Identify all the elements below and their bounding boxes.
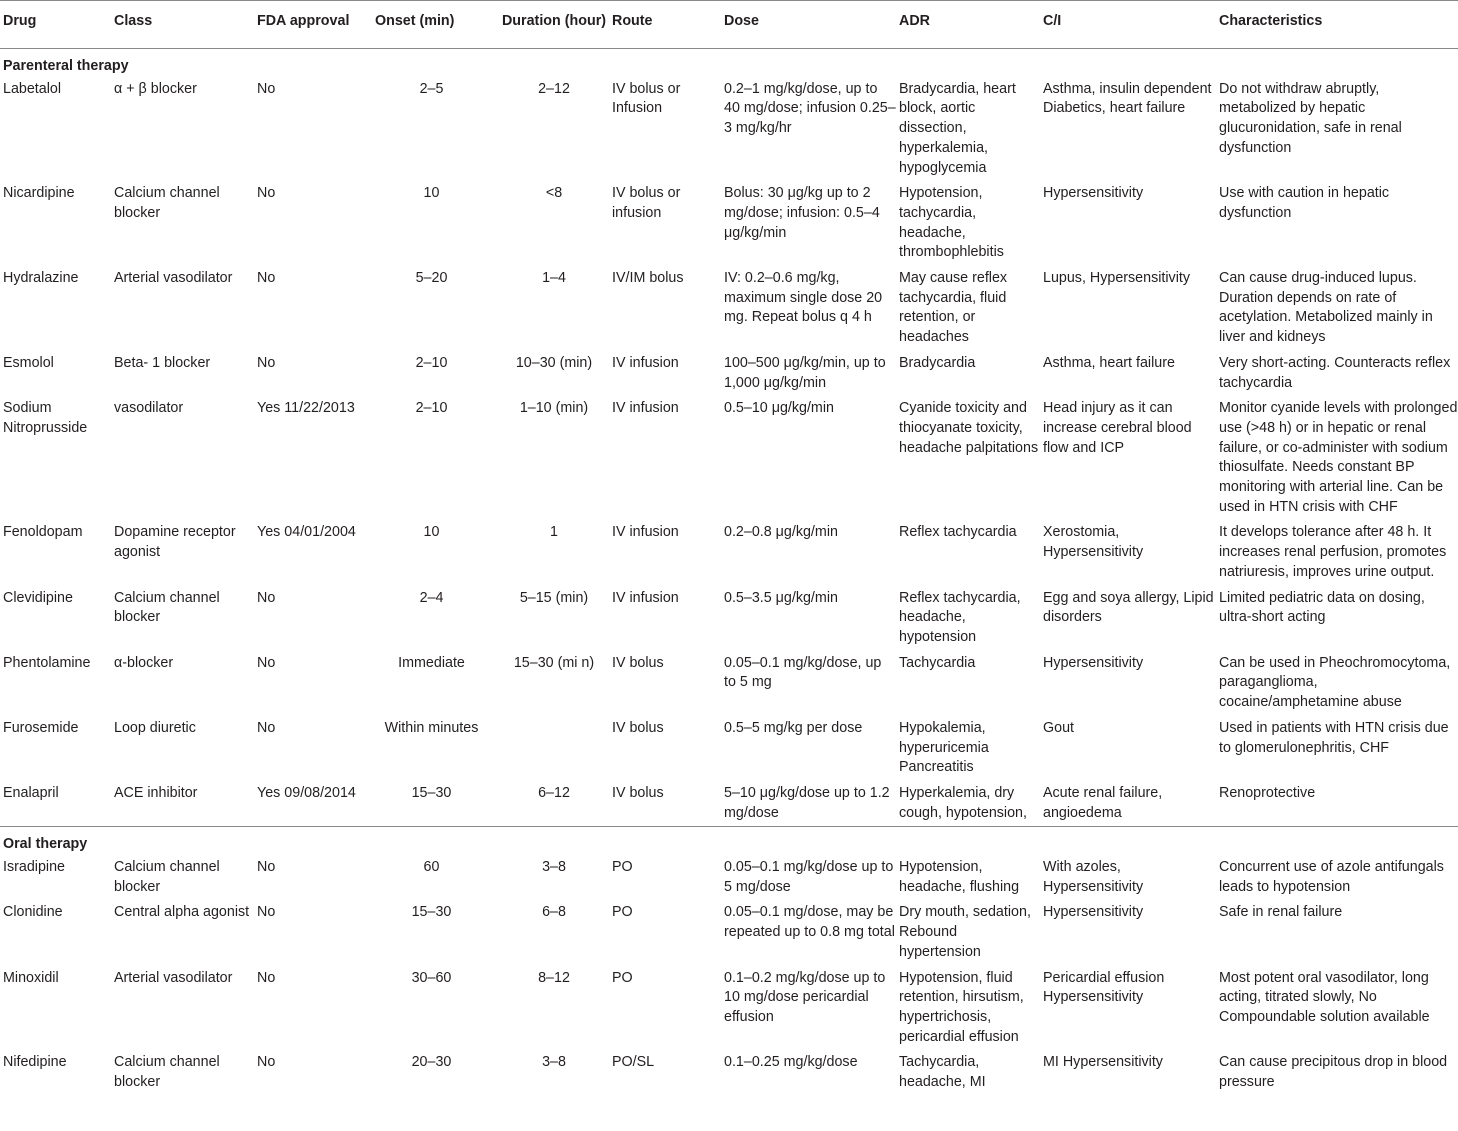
- cell-onset: 10: [423, 185, 440, 202]
- cell-class: Calcium channel blocker: [114, 589, 220, 626]
- cell-drug: Furosemide: [3, 719, 79, 736]
- cell-adr: Reflex tachycardia: [899, 524, 1017, 541]
- cell-adr: Hypokalemia, hyperuricemia Pancreatitis: [899, 719, 989, 776]
- cell-drug: Minoxidil: [3, 969, 59, 986]
- cell-adr: Hypotension, fluid retention, hirsutism, hypertrichosis, pericardial effusion: [899, 969, 1024, 1045]
- table-row: [0, 855, 1458, 900]
- cell-fda-approval: No: [257, 354, 276, 371]
- cell-duration: [496, 716, 609, 781]
- cell-drug: Nicardipine: [3, 185, 75, 202]
- cell-class: Calcium channel blocker: [114, 859, 220, 895]
- cell-fda-approval: No: [257, 654, 276, 671]
- cell-onset: 30–60: [411, 969, 452, 986]
- cell-class: Calcium channel blocker: [114, 185, 220, 221]
- cell-duration: 6–12: [538, 784, 570, 801]
- cell-dose: 0.2–0.8 μg/kg/min: [724, 524, 838, 541]
- cell-characteristics: Used in patients with HTN crisis due to glomerulonephritis, CHF: [1219, 719, 1449, 756]
- cell-fda-approval: No: [257, 969, 276, 986]
- cell-class: Dopamine receptor agonist: [114, 524, 236, 561]
- cell-adr: Bradycardia, heart block, aortic dissection, hyperkalemia, hypoglycemia: [899, 80, 1016, 176]
- cell-dose: 0.5–10 μg/kg/min: [724, 400, 834, 417]
- cell-dose: IV: 0.2–0.6 mg/kg, maximum single dose 20 mg. Repeat bolus q 4 h: [724, 270, 883, 326]
- cell-onset: Immediate: [398, 654, 465, 671]
- table-row: [0, 351, 1458, 396]
- cell-duration: <8: [545, 185, 563, 202]
- cell-class: Central alpha agonist: [114, 904, 250, 921]
- section-title: Oral therapy: [3, 836, 88, 853]
- cell-drug: Enalapril: [3, 784, 59, 801]
- cell-adr: Hypotension, headache, flushing: [899, 859, 1020, 895]
- cell-ci: Head injury as it can increase cerebral blood flow and ICP: [1043, 400, 1192, 456]
- cell-fda-approval: No: [257, 185, 276, 202]
- table-row: [0, 781, 1458, 827]
- cell-ci: Asthma, heart failure: [1043, 354, 1175, 371]
- table-row: [0, 716, 1458, 781]
- table-row: [0, 1050, 1458, 1095]
- cell-route: IV/IM bolus: [612, 270, 684, 287]
- cell-fda-approval: No: [257, 719, 276, 736]
- header-duration: Duration (hour): [501, 13, 607, 29]
- cell-class: ACE inhibitor: [114, 784, 198, 801]
- cell-duration: 15–30 (mi n): [513, 654, 595, 671]
- cell-duration: 3–8: [542, 1054, 566, 1071]
- cell-drug: Clevidipine: [3, 589, 73, 606]
- cell-characteristics: Monitor cyanide levels with prolonged use (>48 h) or in hepatic or renal failure, or co-administer with sodium thiosulfate. Needs constant BP monitoring with arterial line. Can be used in HTN crisis with CHF: [1219, 400, 1458, 515]
- cell-adr: Tachycardia: [899, 654, 976, 671]
- table-row: [0, 266, 1458, 351]
- cell-ci: Hypersensitivity: [1043, 654, 1144, 671]
- cell-ci: Lupus, Hypersensitivity: [1043, 270, 1191, 287]
- cell-route: IV bolus or infusion: [612, 185, 681, 221]
- cell-route: IV bolus or Infusion: [612, 80, 681, 117]
- cell-class: α + β blocker: [114, 80, 197, 97]
- cell-fda-approval: Yes 09/08/2014: [257, 784, 356, 801]
- cell-dose: 100–500 μg/kg/min, up to 1,000 μg/kg/min: [724, 354, 886, 391]
- cell-class: Loop diuretic: [114, 719, 196, 736]
- cell-ci: Pericardial effusion Hypersensitivity: [1043, 969, 1165, 1006]
- cell-duration: 10–30 (min): [515, 354, 593, 371]
- cell-drug: Labetalol: [3, 80, 62, 97]
- section-row: [0, 827, 1458, 855]
- cell-onset: 2–5: [419, 80, 444, 97]
- cell-dose: 0.5–5 mg/kg per dose: [724, 719, 863, 736]
- cell-ci: Hypersensitivity: [1043, 904, 1144, 921]
- cell-fda-approval: No: [257, 589, 276, 606]
- cell-class: α-blocker: [114, 654, 174, 671]
- cell-drug: Clonidine: [3, 904, 63, 921]
- cell-onset: 20–30: [411, 1054, 452, 1071]
- cell-route: IV bolus: [612, 719, 664, 736]
- header-adr: ADR: [899, 13, 930, 29]
- cell-route: IV infusion: [612, 400, 679, 417]
- cell-route: PO/SL: [612, 1054, 655, 1071]
- cell-dose: 0.05–0.1 mg/kg/dose, up to 5 mg: [724, 654, 882, 691]
- cell-characteristics: Very short-acting. Counteracts reflex tachycardia: [1219, 354, 1451, 391]
- cell-duration: 2–12: [538, 80, 570, 97]
- cell-route: IV infusion: [612, 589, 679, 606]
- header-onset: Onset (min): [375, 13, 455, 29]
- cell-onset: Within minutes: [384, 719, 479, 736]
- cell-drug: Sodium Nitroprusside: [3, 400, 88, 436]
- cell-duration: 8–12: [538, 969, 570, 986]
- cell-characteristics: Safe in renal failure: [1219, 904, 1343, 921]
- cell-ci: Hypersensitivity: [1043, 185, 1144, 202]
- cell-characteristics: Renoprotective: [1219, 784, 1316, 801]
- cell-onset: 15–30: [411, 784, 452, 801]
- section-title: Parenteral therapy: [3, 58, 129, 74]
- cell-route: IV infusion: [612, 524, 679, 541]
- cell-fda-approval: Yes 04/01/2004: [257, 524, 356, 541]
- cell-drug: Hydralazine: [3, 270, 79, 287]
- cell-ci: With azoles, Hypersensitivity: [1043, 859, 1144, 895]
- cell-ci: MI Hypersensitivity: [1043, 1054, 1163, 1071]
- cell-characteristics: Can cause precipitous drop in blood pressure: [1219, 1054, 1448, 1091]
- cell-duration: 1: [550, 524, 558, 541]
- cell-duration: 6–8: [542, 904, 566, 921]
- table-row: [0, 900, 1458, 965]
- cell-adr: Hyperkalemia, dry cough, hypotension,: [899, 784, 1027, 821]
- cell-adr: Reflex tachycardia, headache, hypotension: [899, 589, 1021, 645]
- table-row: [0, 520, 1458, 585]
- cell-duration: 3–8: [542, 859, 566, 876]
- cell-class: Calcium channel blocker: [114, 1054, 220, 1091]
- cell-fda-approval: No: [257, 80, 276, 97]
- cell-adr: May cause reflex tachycardia, fluid retention, or headaches: [899, 270, 1008, 346]
- cell-duration: 1–10 (min): [519, 400, 589, 417]
- cell-characteristics: Can be used in Pheochromocytoma, paraganglioma, cocaine/amphetamine abuse: [1219, 654, 1451, 711]
- cell-fda-approval: No: [257, 270, 276, 287]
- cell-fda-approval: Yes 11/22/2013: [257, 400, 355, 417]
- cell-duration: 1–4: [542, 270, 566, 287]
- cell-dose: Bolus: 30 μg/kg up to 2 mg/dose; infusion: 0.5–4 μg/kg/min: [724, 185, 880, 241]
- cell-characteristics: Can cause drug-induced lupus. Duration depends on rate of acetylation. Metabolized mainly in liver and kidneys: [1219, 270, 1433, 346]
- cell-fda-approval: No: [257, 859, 276, 876]
- cell-drug: Esmolol: [3, 354, 54, 371]
- cell-route: PO: [612, 904, 633, 921]
- table-row: [0, 651, 1458, 716]
- cell-adr: Tachycardia, headache, MI: [899, 1054, 986, 1091]
- header-class: Class: [114, 13, 153, 29]
- cell-characteristics: Limited pediatric data on dosing, ultra-short acting: [1219, 589, 1425, 626]
- header-row: [0, 1, 1458, 49]
- table-body: [0, 49, 1458, 1096]
- cell-duration: 5–15 (min): [519, 589, 589, 606]
- cell-ci: Xerostomia, Hypersensitivity: [1043, 524, 1144, 561]
- cell-onset: 2–4: [419, 589, 444, 606]
- cell-dose: 0.05–0.1 mg/kg/dose up to 5 mg/dose: [724, 859, 894, 895]
- cell-adr: Bradycardia: [899, 354, 976, 371]
- table-row: [0, 77, 1458, 182]
- header-fda-approval: FDA approval: [257, 13, 350, 29]
- cell-route: PO: [612, 969, 633, 986]
- cell-ci: Egg and soya allergy, Lipid disorders: [1043, 589, 1214, 626]
- header-characteristics: Characteristics: [1219, 13, 1323, 29]
- cell-drug: Isradipine: [3, 859, 65, 876]
- cell-onset: 2–10: [415, 400, 448, 417]
- cell-route: PO: [612, 859, 633, 876]
- cell-dose: 5–10 μg/kg/dose up to 1.2 mg/dose: [724, 784, 890, 821]
- cell-adr: Hypotension, tachycardia, headache, thrombophlebitis: [899, 185, 1004, 261]
- cell-dose: 0.1–0.25 mg/kg/dose: [724, 1054, 858, 1071]
- cell-drug: Phentolamine: [3, 654, 91, 671]
- cell-class: vasodilator: [114, 400, 184, 417]
- cell-fda-approval: No: [257, 1054, 276, 1071]
- cell-ci: Gout: [1043, 719, 1074, 736]
- cell-drug: Nifedipine: [3, 1054, 67, 1071]
- cell-ci: Asthma, insulin dependent Diabetics, heart failure: [1043, 80, 1212, 117]
- cell-characteristics: Use with caution in hepatic dysfunction: [1219, 185, 1390, 221]
- table-row: [0, 396, 1458, 520]
- cell-ci: Acute renal failure, angioedema: [1043, 784, 1163, 821]
- cell-dose: 0.1–0.2 mg/kg/dose up to 10 mg/dose pericardial effusion: [724, 969, 886, 1025]
- cell-onset: 5–20: [415, 270, 448, 287]
- header-route: Route: [612, 13, 653, 29]
- cell-characteristics: Concurrent use of azole antifungals leads to hypotension: [1219, 859, 1444, 895]
- cell-dose: 0.05–0.1 mg/dose, may be repeated up to 0.8 mg total: [724, 904, 895, 941]
- cell-route: IV bolus: [612, 784, 664, 801]
- cell-characteristics: Most potent oral vasodilator, long acting, titrated slowly, No Compoundable solution available: [1219, 969, 1430, 1025]
- cell-class: Arterial vasodilator: [114, 969, 233, 986]
- cell-drug: Fenoldopam: [3, 524, 83, 541]
- table-row: [0, 181, 1458, 266]
- header-ci: C/I: [1043, 13, 1062, 29]
- table-row: [0, 586, 1458, 651]
- cell-onset: 10: [423, 524, 440, 541]
- cell-adr: Dry mouth, sedation, Rebound hypertension: [899, 904, 1031, 960]
- cell-dose: 0.5–3.5 μg/kg/min: [724, 589, 838, 606]
- cell-characteristics: It develops tolerance after 48 h. It increases renal perfusion, promotes natriuresis, improves urine output.: [1219, 524, 1447, 580]
- cell-class: Arterial vasodilator: [114, 270, 233, 287]
- cell-class: Beta- 1 blocker: [114, 354, 211, 371]
- cell-onset: 60: [423, 859, 440, 876]
- section-row: [0, 49, 1458, 77]
- table-row: [0, 966, 1458, 1051]
- cell-dose: 0.2–1 mg/kg/dose, up to 40 mg/dose; infusion 0.25–3 mg/kg/hr: [724, 80, 896, 137]
- cell-route: IV bolus: [612, 654, 664, 671]
- header-dose: Dose: [724, 13, 759, 29]
- cell-onset: 15–30: [411, 904, 452, 921]
- header-drug: Drug: [3, 13, 37, 29]
- cell-route: IV infusion: [612, 354, 679, 371]
- cell-characteristics: Do not withdraw abruptly, metabolized by hepatic glucuronidation, safe in renal dysfunction: [1219, 80, 1402, 156]
- cell-onset: 2–10: [415, 354, 448, 371]
- cell-adr: Cyanide toxicity and thiocyanate toxicity, headache palpitations: [899, 400, 1039, 456]
- cell-fda-approval: No: [257, 904, 276, 921]
